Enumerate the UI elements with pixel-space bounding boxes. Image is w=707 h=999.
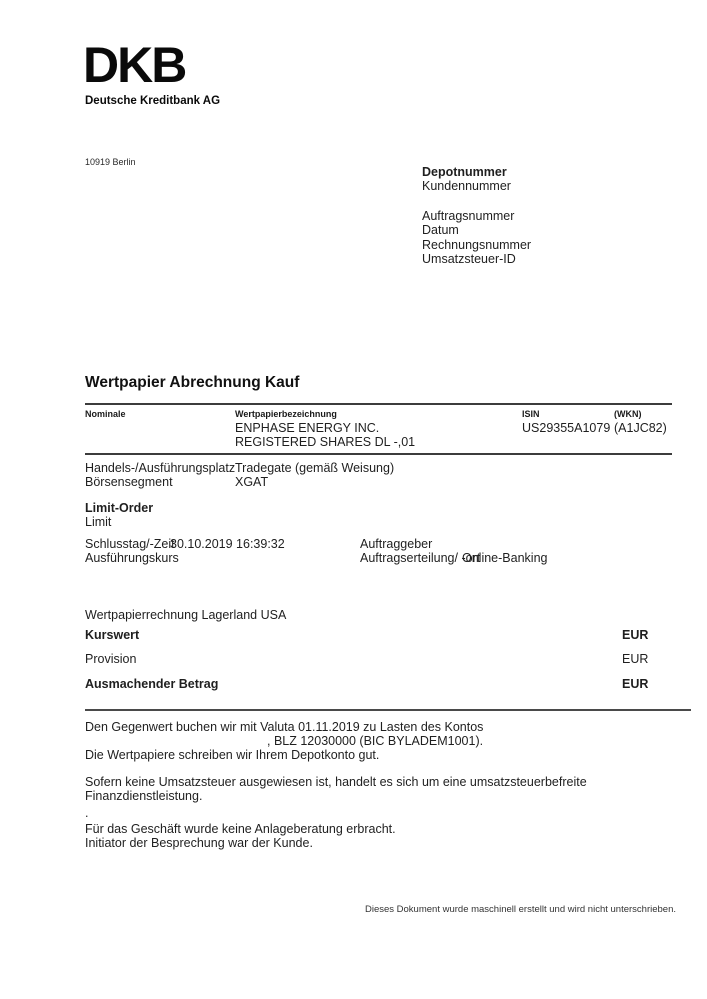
auftragsnummer-label: Auftragsnummer: [422, 208, 515, 223]
ausmachender-betrag-label: Ausmachender Betrag: [85, 677, 219, 691]
boersensegment-value: XGAT: [235, 475, 269, 489]
valuta-note-line2: , BLZ 12030000 (BIC BYLADEM1001).: [267, 734, 484, 748]
umsatzsteuer-note: Sofern keine Umsatzsteuer ausgewiesen ist, handelt es sich um eine umsatzsteuerbefreite Finanzdienstleistung.: [85, 775, 587, 804]
rechnungsnummer-label: Rechnungsnummer: [422, 237, 532, 252]
kurswert-currency: EUR: [622, 628, 649, 642]
table-bottom-rule: [85, 453, 672, 455]
table-header-wkn: (WKN): [614, 409, 642, 419]
table-top-rule: [85, 403, 672, 405]
machine-generated-footer-note: Dieses Dokument wurde maschinell erstellt und wird nicht unterschrieben.: [364, 904, 676, 915]
security-name-line1: ENPHASE ENERGY INC.: [235, 421, 380, 435]
sender-address-line: 10919 Berlin: [85, 157, 136, 167]
document-meta-labels: [422, 165, 531, 266]
security-wkn-value: (A1JC82): [614, 421, 667, 435]
datum-label: Datum: [422, 223, 459, 238]
dkb-logo: DKB: [83, 37, 186, 93]
document-title: Wertpapier Abrechnung Kauf: [85, 374, 300, 391]
security-name-line2: REGISTERED SHARES DL -,01: [235, 435, 416, 449]
umsatzsteuer-id-label: Umsatzsteuer-ID: [422, 252, 516, 267]
auftragserteilung-value: Online-Banking: [462, 551, 548, 565]
security-isin-value: US29355A1079: [522, 421, 611, 435]
table-header-wertpapierbezeichnung: Wertpapierbezeichnung: [235, 409, 337, 419]
auftraggeber-label: Auftraggeber: [360, 537, 433, 551]
ausmachender-betrag-currency: EUR: [622, 677, 649, 691]
valuta-note-line3: Die Wertpapiere schreiben wir Ihrem Depotkonto gut.: [85, 748, 380, 762]
table-header-isin: ISIN: [522, 409, 540, 419]
notes-separator-rule: [85, 709, 691, 711]
anlageberatung-note-line2: Initiator der Besprechung war der Kunde.: [85, 836, 313, 850]
depotnummer-label: Depotnummer: [422, 165, 507, 179]
handelsplatz-value: Tradegate (gemäß Weisung): [235, 461, 395, 475]
valuta-note-line1: Den Gegenwert buchen wir mit Valuta 01.11.2019 zu Lasten des Kontos: [85, 720, 484, 734]
auftragserteilung-label: Auftragserteilung/ -ort: [360, 551, 481, 565]
dkb-logo-subtitle: Deutsche Kreditbank AG: [85, 95, 221, 107]
provision-currency: EUR: [622, 652, 649, 666]
kurswert-label: Kurswert: [85, 628, 140, 642]
dot-line: .: [85, 806, 89, 820]
limit-order-label: Limit-Order: [85, 501, 154, 515]
ausfuehrungskurs-label: Ausführungskurs: [85, 551, 179, 565]
schlusstag-value: 30.10.2019 16:39:32: [170, 537, 285, 551]
provision-label: Provision: [85, 652, 137, 666]
handelsplatz-label: Handels-/Ausführungsplatz: [85, 461, 236, 475]
anlageberatung-note-line1: Für das Geschäft wurde keine Anlageberatung erbracht.: [85, 822, 396, 836]
limit-label: Limit: [85, 515, 112, 529]
boersensegment-label: Börsensegment: [85, 475, 173, 489]
schlusstag-label: Schlusstag/-Zeit: [85, 537, 175, 551]
table-header-nominale: Nominale: [85, 409, 126, 419]
lagerland-line: Wertpapierrechnung Lagerland USA: [85, 608, 287, 622]
kundennummer-label: Kundennummer: [422, 179, 511, 194]
